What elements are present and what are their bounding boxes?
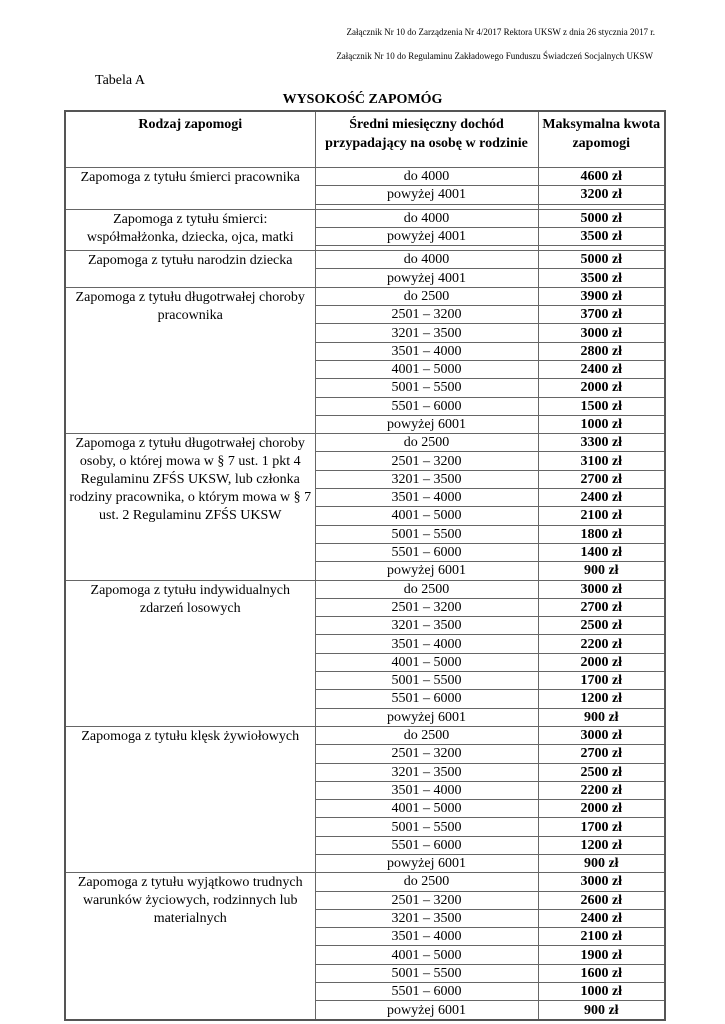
max-amount-cell: 3000 zł [538,580,665,598]
max-amount-cell: 2400 zł [538,909,665,927]
allowance-type-cell: Zapomoga z tytułu długotrwałej choroby pracownika [65,287,315,433]
table-row [65,251,665,269]
max-amount-cell: 3500 zł [538,227,665,245]
income-range-cell: do 2500 [315,287,538,305]
income-range-cell: do 4000 [315,168,538,186]
income-range-cell: 5501 – 6000 [315,983,538,1001]
max-amount-cell: 900 zł [538,1001,665,1020]
income-range-cell: 3501 – 4000 [315,928,538,946]
income-range-cell: do 2500 [315,434,538,452]
income-range-cell: 3201 – 3500 [315,470,538,488]
max-amount-cell: 2000 zł [538,653,665,671]
table-row [65,873,665,891]
max-amount-cell: 2500 zł [538,617,665,635]
allowance-type-cell: Zapomoga z tytułu długotrwałej choroby osoby, o której mowa w § 7 ust. 1 pkt 4 Regulaminu ZFŚS UKSW, lub członka rodziny pracownika, o którym mowa w § 7 ust. 2 Regulaminu ZFŚS UKSW [65,434,315,580]
table-row [65,168,665,186]
income-range-cell: 2501 – 3200 [315,452,538,470]
max-amount-cell: 3000 zł [538,726,665,744]
header-annex-order: Załącznik Nr 10 do Zarządzenia Nr 4/2017 Rektora UKSW z dnia 26 stycznia 2017 r. [346,27,655,37]
max-amount-cell: 5000 zł [538,209,665,227]
max-amount-cell: 3700 zł [538,306,665,324]
max-amount-cell: 1400 zł [538,543,665,561]
income-range-cell: 4001 – 5000 [315,507,538,525]
income-range-cell: 5001 – 5500 [315,379,538,397]
max-amount-cell: 1200 zł [538,836,665,854]
income-range-cell: 4001 – 5000 [315,800,538,818]
table-row [65,209,665,227]
max-amount-cell: 1800 zł [538,525,665,543]
allowance-type-cell: Zapomoga z tytułu śmierci pracownika [65,168,315,210]
income-range-cell: do 4000 [315,251,538,269]
max-amount-cell: 2700 zł [538,598,665,616]
income-range-cell: 3501 – 4000 [315,489,538,507]
max-amount-cell: 2400 zł [538,360,665,378]
max-amount-cell: 2800 zł [538,342,665,360]
income-range-cell: do 2500 [315,726,538,744]
max-amount-cell: 900 zł [538,562,665,580]
max-amount-cell: 1500 zł [538,397,665,415]
table-row [65,434,665,452]
max-amount-cell: 2000 zł [538,379,665,397]
income-range-cell: 4001 – 5000 [315,360,538,378]
column-header-type: Rodzaj zapomogi [65,111,315,168]
max-amount-cell: 2100 zł [538,928,665,946]
allowance-type-cell: Zapomoga z tytułu indywidualnych zdarzeń losowych [65,580,315,726]
income-range-cell: 2501 – 3200 [315,598,538,616]
income-range-cell: powyżej 4001 [315,186,538,204]
income-range-cell: 5001 – 5500 [315,964,538,982]
max-amount-cell: 2200 zł [538,781,665,799]
max-amount-cell: 1900 zł [538,946,665,964]
income-range-cell: 5501 – 6000 [315,690,538,708]
table-label: Tabela A [95,73,145,88]
allowance-type-cell: Zapomoga z tytułu narodzin dziecka [65,251,315,288]
allowance-table [64,110,666,1021]
max-amount-cell: 1000 zł [538,983,665,1001]
income-range-cell: 5001 – 5500 [315,818,538,836]
income-range-cell: 3201 – 3500 [315,763,538,781]
income-range-cell: powyżej 6001 [315,1001,538,1020]
header-annex-regulation: Załącznik Nr 10 do Regulaminu Zakładowego Funduszu Świadczeń Socjalnych UKSW [336,51,653,61]
max-amount-cell: 2700 zł [538,745,665,763]
max-amount-cell: 1600 zł [538,964,665,982]
income-range-cell: 4001 – 5000 [315,653,538,671]
max-amount-cell: 3000 zł [538,873,665,891]
income-range-cell: 3501 – 4000 [315,635,538,653]
max-amount-cell: 3200 zł [538,186,665,204]
max-amount-cell: 3300 zł [538,434,665,452]
income-range-cell: 5001 – 5500 [315,525,538,543]
income-range-cell: powyżej 4001 [315,227,538,245]
max-amount-cell: 1700 zł [538,818,665,836]
table-row [65,726,665,744]
income-range-cell: 3501 – 4000 [315,342,538,360]
max-amount-cell: 2500 zł [538,763,665,781]
max-amount-cell: 3900 zł [538,287,665,305]
income-range-cell: 2501 – 3200 [315,891,538,909]
income-range-cell: do 4000 [315,209,538,227]
income-range-cell: 5001 – 5500 [315,672,538,690]
max-amount-cell: 5000 zł [538,251,665,269]
income-range-cell: 3201 – 3500 [315,617,538,635]
max-amount-cell: 3100 zł [538,452,665,470]
allowance-type-cell: Zapomoga z tytułu klęsk żywiołowych [65,726,315,872]
table-row [65,580,665,598]
max-amount-cell: 2600 zł [538,891,665,909]
income-range-cell: 3501 – 4000 [315,781,538,799]
income-range-cell: 5501 – 6000 [315,397,538,415]
income-range-cell: 2501 – 3200 [315,745,538,763]
max-amount-cell: 4600 zł [538,168,665,186]
column-header-amount: Maksymalna kwota zapomogi [538,111,665,168]
max-amount-cell: 2000 zł [538,800,665,818]
income-range-cell: powyżej 4001 [315,269,538,287]
column-header-income: Średni miesięczny dochód przypadający na osobę w rodzinie [315,111,538,168]
income-range-cell: do 2500 [315,873,538,891]
max-amount-cell: 2700 zł [538,470,665,488]
income-range-cell: 3201 – 3500 [315,324,538,342]
max-amount-cell: 2200 zł [538,635,665,653]
income-range-cell: powyżej 6001 [315,854,538,872]
income-range-cell: 3201 – 3500 [315,909,538,927]
allowance-type-cell: Zapomoga z tytułu wyjątkowo trudnych warunków życiowych, rodzinnych lub materialnych [65,873,315,1020]
income-range-cell: do 2500 [315,580,538,598]
max-amount-cell: 3000 zł [538,324,665,342]
income-range-cell: 2501 – 3200 [315,306,538,324]
income-range-cell: powyżej 6001 [315,415,538,433]
max-amount-cell: 900 zł [538,708,665,726]
table-body [65,168,665,1020]
table-header-row [65,111,665,168]
max-amount-cell: 1700 zł [538,672,665,690]
max-amount-cell: 2400 zł [538,489,665,507]
max-amount-cell: 1200 zł [538,690,665,708]
max-amount-cell: 3500 zł [538,269,665,287]
income-range-cell: 5501 – 6000 [315,543,538,561]
page-title: WYSOKOŚĆ ZAPOMÓG [282,92,443,107]
income-range-cell: powyżej 6001 [315,708,538,726]
max-amount-cell: 1000 zł [538,415,665,433]
table-row [65,287,665,305]
allowance-type-cell: Zapomoga z tytułu śmierci: współmałżonka, dziecka, ojca, matki [65,209,315,251]
income-range-cell: 4001 – 5000 [315,946,538,964]
max-amount-cell: 2100 zł [538,507,665,525]
max-amount-cell: 900 zł [538,854,665,872]
income-range-cell: powyżej 6001 [315,562,538,580]
income-range-cell: 5501 – 6000 [315,836,538,854]
